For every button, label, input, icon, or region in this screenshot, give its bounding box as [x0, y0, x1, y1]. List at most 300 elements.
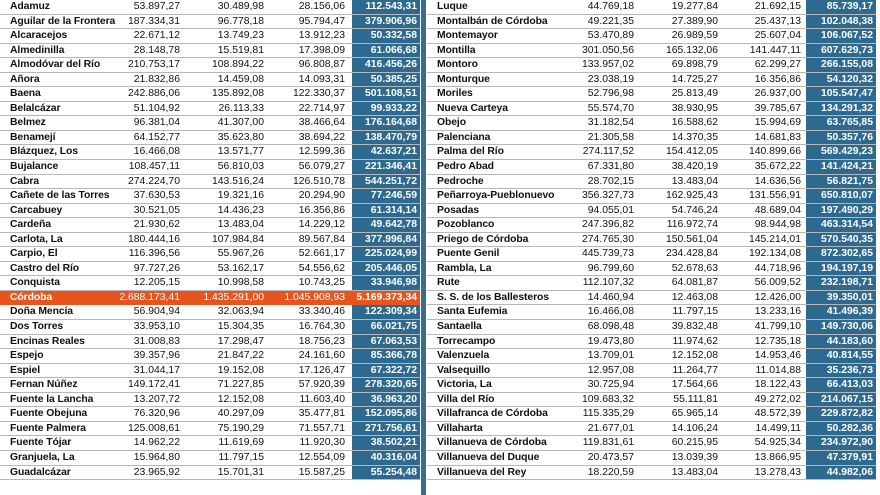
value-col-2: 41.307,00 [217, 117, 264, 129]
municipality-name: Añora [10, 73, 40, 85]
table-row [0, 218, 420, 233]
value-col-2: 26.113,33 [218, 102, 264, 114]
value-col-3: 15.994,69 [754, 117, 801, 129]
municipality-name: Cardeña [10, 219, 51, 231]
total-value: 35.236,73 [806, 364, 876, 378]
value-col-3: 12.735,18 [754, 335, 801, 347]
table-row [0, 305, 420, 320]
table-row [0, 378, 420, 393]
value-col-2: 11.797,15 [672, 306, 718, 318]
municipality-name: Fuente Tójar [10, 437, 72, 449]
table-row [0, 262, 420, 277]
value-col-1: 56.904,94 [133, 306, 180, 318]
municipality-name: Cañete de las Torres [10, 190, 110, 202]
table-row [427, 102, 876, 117]
value-col-3: 54.925,34 [754, 437, 801, 449]
municipality-name: Encinas Reales [10, 335, 85, 347]
value-col-3: 62.299,27 [754, 59, 801, 71]
total-value: 379.906,96 [352, 15, 420, 29]
value-col-3: 22.714,97 [298, 102, 345, 114]
value-col-3: 11.014,88 [755, 364, 801, 376]
table-row [0, 44, 420, 59]
table-row [427, 262, 876, 277]
total-value: 141.424,21 [806, 160, 876, 174]
total-value: 63.765,85 [806, 116, 876, 130]
value-col-2: 19.152,08 [217, 364, 264, 376]
value-col-3: 126.510,78 [292, 175, 345, 187]
municipality-name: Priego de Córdoba [437, 233, 529, 245]
value-col-1: 30.521,05 [133, 204, 180, 216]
municipality-name: Granjuela, La [10, 451, 75, 463]
value-col-1: 187.334,31 [127, 15, 180, 27]
value-col-2: 14.370,35 [671, 131, 718, 143]
value-col-1: 242.886,06 [127, 88, 180, 100]
value-col-3: 54.556,62 [298, 262, 345, 274]
municipality-name: Monturque [437, 73, 490, 85]
value-col-3: 26.937,00 [754, 88, 801, 100]
value-col-3: 145.214,01 [748, 233, 801, 245]
total-value: 44.183,60 [806, 335, 876, 349]
municipality-name: Palma del Río [437, 146, 504, 158]
total-value: 570.540,35 [806, 233, 876, 247]
value-col-1: 119.831,61 [582, 437, 634, 449]
total-value: 61.066,68 [352, 44, 420, 58]
value-col-3: 71.557,71 [298, 422, 345, 434]
value-col-2: 16.588,62 [671, 117, 718, 129]
table-row [427, 58, 876, 73]
municipality-name: Puente Genil [437, 248, 500, 260]
table-row [0, 349, 420, 364]
table-row [427, 145, 876, 160]
value-col-1: 14.460,94 [587, 291, 634, 303]
value-col-2: 11.974,62 [672, 335, 718, 347]
total-value: 50.332,58 [352, 29, 420, 43]
table-row [427, 407, 876, 422]
municipality-name: Alcaracejos [10, 30, 68, 42]
value-col-3: 141.447,11 [749, 44, 801, 56]
value-col-1: 20.473,57 [587, 451, 634, 463]
value-col-3: 52.661,17 [298, 248, 345, 260]
value-col-2: 234.428,84 [665, 248, 718, 260]
value-col-2: 108.894,22 [211, 59, 264, 71]
value-col-1: 31.008,83 [133, 335, 180, 347]
table-row [427, 189, 876, 204]
municipality-name: Belmez [10, 117, 46, 129]
municipality-name: Espiel [10, 364, 41, 376]
value-col-2: 150.561,04 [665, 233, 718, 245]
value-col-2: 11.797,15 [218, 451, 264, 463]
table-row [0, 407, 420, 422]
value-col-3: 44.718,96 [754, 262, 801, 274]
municipality-name: Villaharta [437, 422, 483, 434]
value-col-3: 16.764,30 [298, 321, 345, 333]
table-row [0, 436, 420, 451]
value-col-3: 140.899,66 [748, 146, 801, 158]
total-value: 149.730,06 [806, 320, 876, 334]
value-col-3: 14.229,12 [298, 219, 345, 231]
value-col-2: 13.483,04 [217, 219, 264, 231]
total-value: 221.346,41 [352, 160, 420, 174]
value-col-2: 1.435.291,00 [203, 291, 264, 303]
table-row [427, 305, 876, 320]
value-col-2: 15.701,31 [217, 466, 264, 478]
value-col-1: 274.765,30 [581, 233, 634, 245]
value-col-3: 21.692,15 [754, 1, 801, 12]
municipality-name: Blázquez, Los [10, 146, 78, 158]
value-col-3: 15.587,25 [298, 466, 345, 478]
value-col-2: 96.778,18 [217, 15, 264, 27]
value-col-1: 112.107,32 [582, 277, 634, 289]
value-col-2: 56.810,03 [217, 161, 264, 173]
municipality-name: Montilla [437, 44, 476, 56]
value-col-2: 69.898,79 [671, 59, 718, 71]
value-col-3: 17.126,47 [298, 364, 345, 376]
value-col-1: 133.957,02 [581, 59, 634, 71]
municipality-name: Bujalance [10, 161, 59, 173]
value-col-3: 14.636,56 [754, 175, 801, 187]
table-row [0, 291, 420, 306]
table-row [0, 102, 420, 117]
municipality-name: Carpio, El [10, 248, 58, 260]
total-value: 50.282,36 [806, 422, 876, 436]
total-value: 377.996,84 [352, 233, 420, 247]
value-col-2: 107.984,84 [211, 233, 264, 245]
value-col-2: 60.215,95 [671, 437, 718, 449]
table-row [427, 15, 876, 30]
total-value: 50.357,76 [806, 131, 876, 145]
value-col-2: 38.420,19 [671, 161, 718, 173]
total-value: 232.198,71 [806, 276, 876, 290]
value-col-2: 55.967,26 [217, 248, 264, 260]
value-col-2: 13.483,04 [671, 175, 718, 187]
municipality-name: Victoria, La [437, 379, 492, 391]
value-col-1: 149.172,41 [127, 379, 180, 391]
value-col-2: 71.227,85 [217, 379, 264, 391]
total-value: 40.316,04 [352, 451, 420, 465]
municipality-name: Montalbán de Córdoba [437, 15, 548, 27]
total-value: 36.963,20 [352, 393, 420, 407]
value-col-2: 26.989,59 [671, 30, 718, 42]
table-row [0, 422, 420, 437]
table-row [0, 29, 420, 44]
value-col-1: 274.224,70 [127, 175, 180, 187]
value-col-1: 37.630,53 [133, 190, 180, 202]
value-col-1: 68.098,48 [587, 321, 634, 333]
total-value: 194.197,19 [806, 262, 876, 276]
total-value: 112.543,31 [352, 0, 420, 14]
municipality-name: Córdoba [10, 291, 53, 303]
value-col-2: 64.081,87 [671, 277, 718, 289]
total-value: 122.309,34 [352, 305, 420, 319]
value-col-3: 16.356,86 [754, 73, 801, 85]
value-col-1: 21.930,62 [133, 219, 180, 231]
value-col-3: 49.272,02 [754, 393, 801, 405]
total-value: 650.810,07 [806, 189, 876, 203]
table-row [0, 204, 420, 219]
value-col-2: 52.678,63 [671, 262, 718, 274]
value-col-2: 116.972,74 [666, 219, 718, 231]
value-col-1: 97.727,26 [133, 262, 180, 274]
table-row [0, 116, 420, 131]
value-col-3: 98.944,98 [754, 219, 801, 231]
value-col-1: 64.152,77 [133, 131, 180, 143]
value-col-2: 40.297,09 [217, 408, 264, 420]
total-value: 152.095,86 [352, 407, 420, 421]
value-col-3: 96.808,87 [298, 59, 345, 71]
municipality-name: Benamejí [10, 131, 56, 143]
value-col-2: 30.489,98 [217, 1, 264, 12]
total-value: 134.291,32 [806, 102, 876, 116]
municipality-name: Villanueva del Rey [437, 466, 527, 478]
value-col-3: 25.437,13 [754, 15, 801, 27]
value-col-3: 39.785,67 [754, 102, 801, 114]
value-col-2: 25.813,49 [671, 88, 718, 100]
value-col-2: 35.623,80 [217, 131, 264, 143]
table-row [0, 87, 420, 102]
table-row [0, 451, 420, 466]
value-col-3: 35.672,22 [754, 161, 801, 173]
total-value: 197.490,29 [806, 204, 876, 218]
value-col-1: 116.396,56 [128, 248, 180, 260]
value-col-2: 14.436,23 [217, 204, 264, 216]
municipality-name: Montoro [437, 59, 478, 71]
table-row [427, 29, 876, 44]
table-row [0, 58, 420, 73]
table-row [427, 393, 876, 408]
value-col-3: 13.278,43 [754, 466, 801, 478]
value-col-1: 76.320,96 [133, 408, 180, 420]
municipality-name: Nueva Carteya [437, 102, 508, 114]
municipality-name: Carlota, La [10, 233, 63, 245]
table-row [427, 204, 876, 219]
value-col-3: 38.694,22 [298, 131, 345, 143]
table-row [0, 131, 420, 146]
total-value: 67.063,53 [352, 335, 420, 349]
value-col-1: 31.182,54 [587, 117, 634, 129]
value-col-1: 12.205,15 [133, 277, 180, 289]
total-value: 569.429,23 [806, 145, 876, 159]
total-value: 463.314,54 [806, 218, 876, 232]
total-value: 54.120,32 [806, 73, 876, 87]
total-value: 5.169.373,34 [352, 291, 420, 305]
total-value: 44.982,06 [806, 466, 876, 480]
value-col-3: 14.681,83 [754, 131, 801, 143]
total-value: 176.164,68 [352, 116, 420, 130]
value-col-1: 67.331,80 [587, 161, 634, 173]
value-col-2: 12.463,08 [671, 291, 718, 303]
value-col-3: 33.340,46 [298, 306, 345, 318]
total-value: 229.872,82 [806, 407, 876, 421]
municipality-name: Espejo [10, 350, 44, 362]
total-value: 85.366,78 [352, 349, 420, 363]
municipality-name: Pedroche [437, 175, 484, 187]
table-row [427, 320, 876, 335]
table-row [427, 349, 876, 364]
total-value: 50.385,25 [352, 73, 420, 87]
municipality-name: Pozoblanco [437, 219, 495, 231]
left-table [0, 0, 420, 480]
value-col-3: 192.134,08 [748, 248, 801, 260]
value-col-1: 16.466,08 [133, 146, 180, 158]
municipality-name: Santa Eufemia [437, 306, 508, 318]
value-col-1: 22.671,12 [133, 30, 180, 42]
table-row [427, 466, 876, 481]
municipality-name: Moriles [437, 88, 473, 100]
table-row [427, 116, 876, 131]
value-col-2: 15.304,35 [217, 321, 264, 333]
total-value: 49.642,78 [352, 218, 420, 232]
value-col-1: 53.897,27 [133, 1, 180, 12]
table-row [0, 364, 420, 379]
total-value: 41.496,39 [806, 305, 876, 319]
total-value: 40.814,55 [806, 349, 876, 363]
municipality-name: Guadalcázar [10, 466, 71, 478]
value-col-3: 16.356,86 [298, 204, 345, 216]
value-col-1: 96.799,60 [587, 262, 634, 274]
value-col-3: 89.567,84 [298, 233, 345, 245]
municipality-name: Fernan Núñez [10, 379, 78, 391]
table-row [0, 320, 420, 335]
total-value: 38.502,21 [352, 436, 420, 450]
value-col-3: 12.554,09 [298, 451, 345, 463]
value-col-2: 143.516,24 [211, 175, 264, 187]
total-value: 33.946,98 [352, 276, 420, 290]
value-col-3: 20.294,90 [298, 190, 345, 202]
table-row [0, 233, 420, 248]
value-col-1: 18.220,59 [587, 466, 634, 478]
value-col-1: 49.221,35 [587, 15, 634, 27]
municipality-name: Almodóvar del Río [10, 59, 101, 71]
total-value: 61.314,14 [352, 204, 420, 218]
value-col-3: 48.572,39 [754, 408, 801, 420]
table-row [0, 189, 420, 204]
value-col-2: 154.412,05 [665, 146, 718, 158]
value-col-1: 21.677,01 [587, 422, 634, 434]
table-row [0, 175, 420, 190]
table-row [427, 378, 876, 393]
value-col-2: 17.564,66 [671, 379, 718, 391]
municipality-name: Fuente la Lancha [10, 393, 94, 405]
total-value: 607.629,73 [806, 44, 876, 58]
municipality-name: S. S. de los Ballesteros [437, 291, 549, 303]
total-value: 56.821,75 [806, 175, 876, 189]
value-col-1: 445.739,73 [581, 248, 634, 260]
table-row [0, 466, 420, 481]
table-row [427, 436, 876, 451]
value-col-1: 23.038,19 [587, 73, 634, 85]
table-row [427, 422, 876, 437]
municipality-name: Villanueva de Córdoba [437, 437, 547, 449]
value-col-2: 12.152,08 [217, 393, 264, 405]
value-col-1: 274.117,52 [582, 146, 634, 158]
value-col-2: 14.459,08 [217, 73, 264, 85]
municipality-name: Almedinilla [10, 44, 65, 56]
value-col-3: 24.161,60 [298, 350, 345, 362]
table-row [427, 335, 876, 350]
value-col-2: 12.152,08 [671, 350, 718, 362]
table-row [427, 131, 876, 146]
total-value: 225.024,99 [352, 247, 420, 261]
total-value: 66.021,75 [352, 320, 420, 334]
table-row [427, 364, 876, 379]
total-value: 67.322,72 [352, 364, 420, 378]
value-col-1: 109.683,32 [581, 393, 634, 405]
municipality-name: Santaella [437, 321, 482, 333]
value-col-1: 39.357,96 [133, 350, 180, 362]
value-col-1: 53.470,89 [587, 30, 634, 42]
value-col-2: 19.277,84 [671, 1, 718, 12]
value-col-1: 13.207,72 [133, 393, 180, 405]
value-col-2: 162.925,43 [665, 190, 718, 202]
total-value: 544.251,72 [352, 175, 420, 189]
value-col-2: 21.847,22 [217, 350, 264, 362]
value-col-3: 17.398,09 [298, 44, 345, 56]
table-row [427, 87, 876, 102]
value-col-1: 33.953,10 [133, 321, 180, 333]
value-col-1: 15.964,80 [133, 451, 180, 463]
municipality-name: Rambla, La [437, 262, 492, 274]
value-col-3: 11.603,40 [299, 393, 345, 405]
table-row [427, 218, 876, 233]
value-col-1: 21.832,86 [133, 73, 180, 85]
municipality-name: Torrecampo [437, 335, 496, 347]
municipality-name: Castro del Río [10, 262, 80, 274]
total-value: 105.547,47 [806, 87, 876, 101]
value-col-1: 16.466,08 [587, 306, 634, 318]
value-col-1: 14.962,22 [133, 437, 180, 449]
value-col-3: 95.794,47 [298, 15, 345, 27]
total-value: 138.470,79 [352, 131, 420, 145]
value-col-3: 14.499,11 [755, 422, 801, 434]
value-col-3: 56.009,52 [754, 277, 801, 289]
total-value: 266.155,08 [806, 58, 876, 72]
value-col-3: 38.466,64 [298, 117, 345, 129]
municipality-name: Montemayor [437, 30, 498, 42]
value-col-3: 10.743,25 [298, 277, 345, 289]
value-col-3: 14.953,46 [754, 350, 801, 362]
value-col-1: 356.327,73 [581, 190, 634, 202]
table-row [0, 335, 420, 350]
total-value: 39.350,01 [806, 291, 876, 305]
value-col-2: 13.749,23 [217, 30, 264, 42]
total-value: 205.446,05 [352, 262, 420, 276]
table-row [427, 160, 876, 175]
value-col-3: 25.607,04 [754, 30, 801, 42]
table-row [0, 160, 420, 175]
value-col-1: 31.044,17 [133, 364, 180, 376]
value-col-2: 14.106,24 [671, 422, 718, 434]
right-table [427, 0, 876, 480]
total-value: 55.254,48 [352, 466, 420, 480]
municipality-name: Peñarroya-Pueblonuevo [437, 190, 555, 202]
value-col-2: 13.571,77 [217, 146, 264, 158]
value-col-3: 131.556,91 [748, 190, 801, 202]
value-col-1: 28.702,15 [587, 175, 634, 187]
total-value: 214.067,15 [806, 393, 876, 407]
value-col-1: 301.050,56 [581, 44, 634, 56]
table-row [427, 233, 876, 248]
municipality-name: Rute [437, 277, 460, 289]
total-value: 271.756,61 [352, 422, 420, 436]
municipality-name: Carcabuey [10, 204, 63, 216]
value-col-2: 14.725,27 [671, 73, 718, 85]
value-col-3: 28.156,06 [298, 1, 345, 12]
value-col-1: 108.457,11 [128, 161, 180, 173]
table-row [427, 73, 876, 88]
value-col-3: 12.599,36 [298, 146, 345, 158]
total-value: 42.637,21 [352, 145, 420, 159]
value-col-3: 14.093,31 [298, 73, 345, 85]
